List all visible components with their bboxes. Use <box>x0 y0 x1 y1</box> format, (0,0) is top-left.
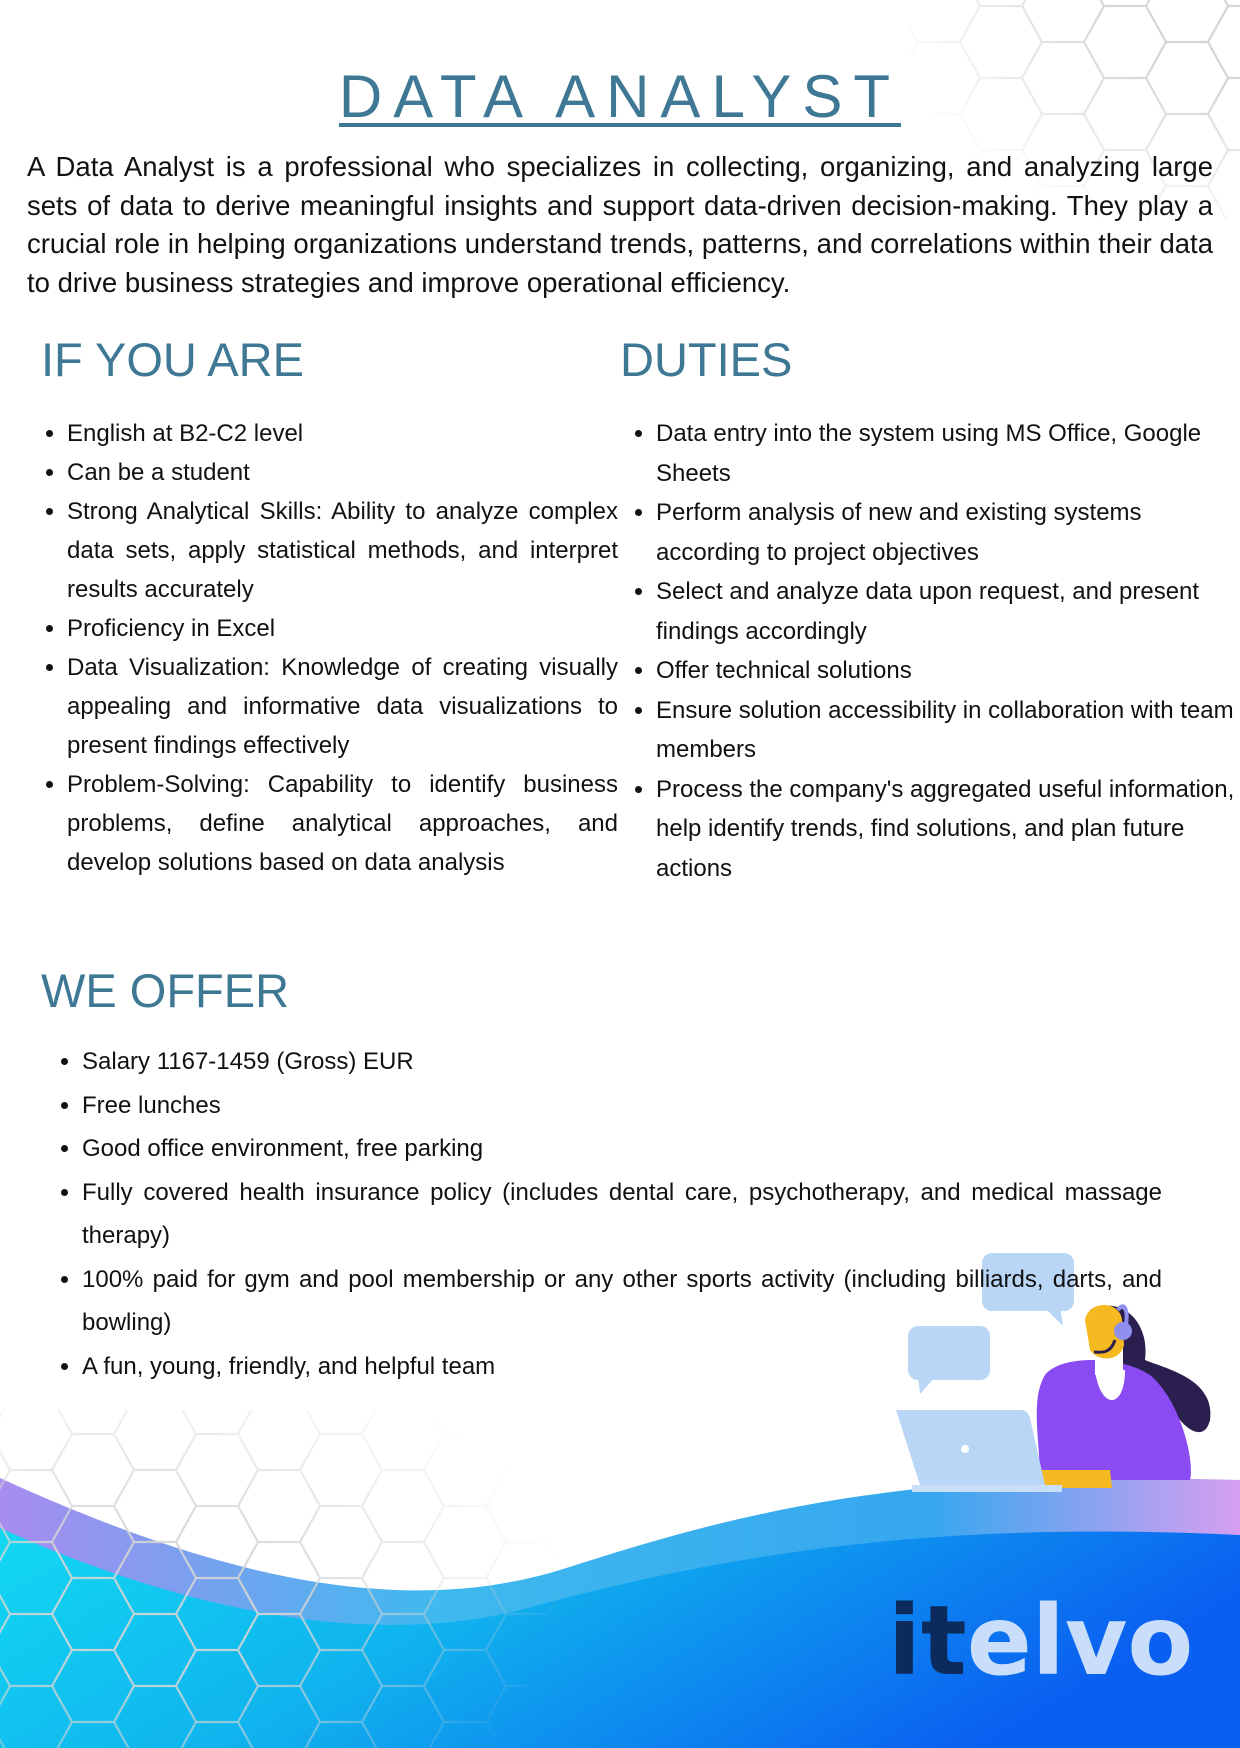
list-item: • 100% paid for gym and pool membership or any other sports activity (including billiards, darts, and bowling) <box>82 1258 1162 1345</box>
list-item: • Offer technical solutions <box>656 651 1240 691</box>
if-you-are-list <box>27 414 618 882</box>
list-item: • Perform analysis of new and existing systems according to project objectives <box>656 493 1240 572</box>
page-title: DATA ANALYST <box>338 63 902 130</box>
list-item: • Strong Analytical Skills: Ability to analyze complex data sets, apply statistical methods, and interpret results accurately <box>67 492 618 609</box>
duties-list <box>616 414 1240 888</box>
itelvo-logo: itelvo <box>888 1585 1194 1697</box>
duties-heading: DUTIES <box>620 333 793 386</box>
list-item: • Problem-Solving: Capability to identify business problems, define analytical approaches, and develop solutions based on data analysis <box>67 765 618 882</box>
list-item: • Fully covered health insurance policy (includes dental care, psychotherapy, and medical massage therapy) <box>82 1171 1162 1258</box>
list-item: • Proficiency in Excel <box>67 609 618 648</box>
list-item: • Data Visualization: Knowledge of creating visually appealing and informative data visualizations to present findings effectively <box>67 648 618 765</box>
intro-paragraph: A Data Analyst is a professional who specializes in collecting, organizing, and analyzing large sets of data to derive meaningful insights and support data-driven decision-making. They play a crucial role in helping organizations understand trends, patterns, and correlations within their data to drive business strategies and improve operational efficiency. <box>27 151 1213 298</box>
hexagon-pattern-bottom <box>0 1410 590 1748</box>
list-item: • A fun, young, friendly, and helpful team <box>82 1345 1162 1389</box>
we-offer-list <box>42 1040 1162 1388</box>
list-item: • Ensure solution accessibility in collaboration with team members <box>656 691 1240 770</box>
list-item: • Free lunches <box>82 1084 1162 1128</box>
list-item: • Process the company's aggregated useful information, help identify trends, find solutions, and plan future actions <box>656 770 1240 889</box>
list-item: • Data entry into the system using MS Office, Google Sheets <box>656 414 1240 493</box>
list-item: • Salary 1167-1459 (Gross) EUR <box>82 1040 1162 1084</box>
list-item: • English at B2-C2 level <box>67 414 618 453</box>
we-offer-heading: WE OFFER <box>41 964 290 1017</box>
list-item: • Can be a student <box>67 453 618 492</box>
list-item: • Select and analyze data upon request, and present findings accordingly <box>656 572 1240 651</box>
list-item: • Good office environment, free parking <box>82 1127 1162 1171</box>
if-you-are-heading: IF YOU ARE <box>41 333 304 386</box>
